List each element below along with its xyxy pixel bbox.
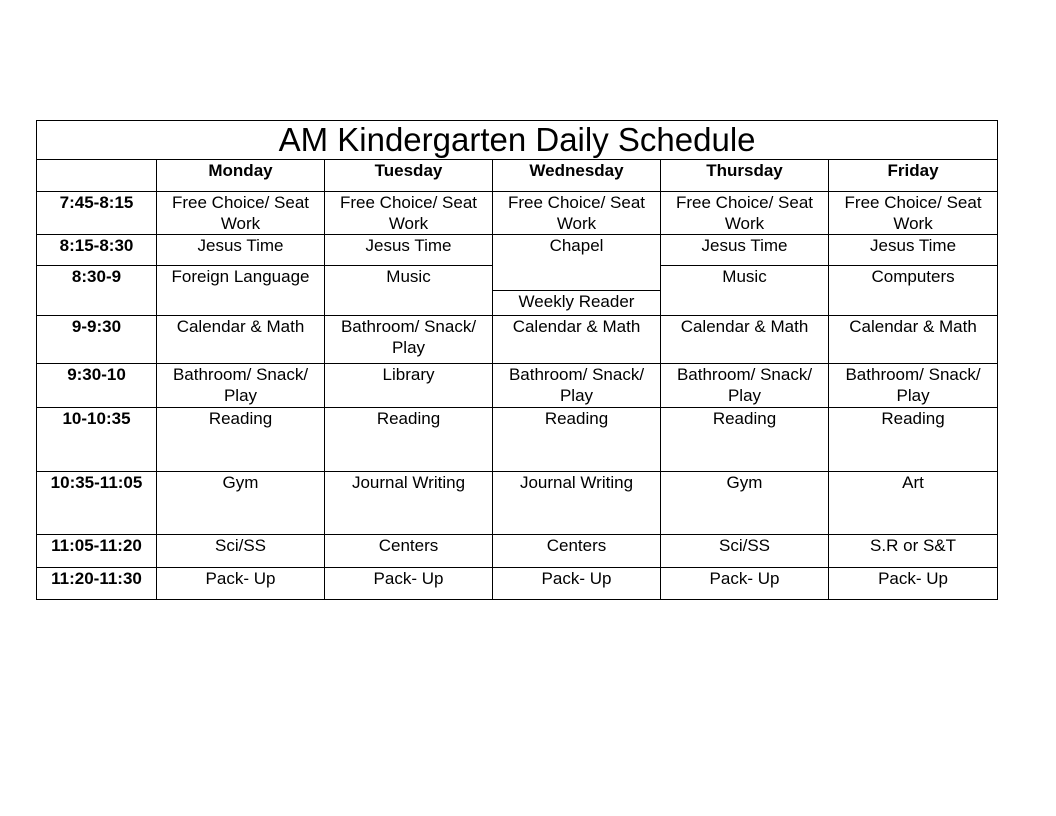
table-row (37, 408, 998, 472)
schedule-cell: Bathroom/ Snack/ Play (493, 364, 661, 408)
schedule-cell: Pack- Up (661, 568, 829, 600)
schedule-cell: Journal Writing (493, 472, 661, 535)
schedule-cell: Sci/SS (661, 535, 829, 568)
schedule-cell: Calendar & Math (493, 316, 661, 364)
day-header-wednesday: Wednesday (493, 160, 661, 192)
time-cell: 9-9:30 (37, 316, 157, 364)
schedule-cell: Gym (661, 472, 829, 535)
title-row (37, 121, 998, 160)
table-row (37, 364, 998, 408)
schedule-cell: Free Choice/ Seat Work (493, 192, 661, 235)
time-cell: 7:45-8:15 (37, 192, 157, 235)
day-header-monday: Monday (157, 160, 325, 192)
schedule-cell: Foreign Language (157, 266, 325, 316)
schedule-cell: Jesus Time (661, 235, 829, 266)
schedule-cell: Music (325, 266, 493, 316)
schedule-cell: Free Choice/ Seat Work (661, 192, 829, 235)
schedule-cell: Calendar & Math (661, 316, 829, 364)
table-row (37, 316, 998, 364)
schedule-cell: Art (829, 472, 998, 535)
schedule-cell: Computers (829, 266, 998, 316)
time-cell: 8:15-8:30 (37, 235, 157, 266)
schedule-cell: Music (661, 266, 829, 316)
schedule-cell: Reading (493, 408, 661, 472)
schedule-cell: Free Choice/ Seat Work (325, 192, 493, 235)
table-row (37, 568, 998, 600)
schedule-cell: Jesus Time (829, 235, 998, 266)
schedule-cell: Bathroom/ Snack/ Play (661, 364, 829, 408)
schedule-cell: Centers (325, 535, 493, 568)
day-header-thursday: Thursday (661, 160, 829, 192)
time-cell: 11:05-11:20 (37, 535, 157, 568)
schedule-cell: Reading (829, 408, 998, 472)
schedule-cell: Pack- Up (325, 568, 493, 600)
time-cell: 11:20-11:30 (37, 568, 157, 600)
schedule-cell: Pack- Up (493, 568, 661, 600)
schedule-cell: Reading (325, 408, 493, 472)
schedule-cell: Calendar & Math (829, 316, 998, 364)
time-cell: 8:30-9 (37, 266, 157, 316)
table-row (37, 192, 998, 235)
time-cell: 10-10:35 (37, 408, 157, 472)
schedule-cell: Reading (661, 408, 829, 472)
table-row (37, 535, 998, 568)
schedule-cell: Calendar & Math (157, 316, 325, 364)
schedule-cell: Jesus Time (157, 235, 325, 266)
schedule-cell: Library (325, 364, 493, 408)
schedule-cell: Free Choice/ Seat Work (157, 192, 325, 235)
schedule-cell: Free Choice/ Seat Work (829, 192, 998, 235)
day-header-tuesday: Tuesday (325, 160, 493, 192)
schedule-cell: Journal Writing (325, 472, 493, 535)
table-row (37, 472, 998, 535)
time-cell: 9:30-10 (37, 364, 157, 408)
schedule-cell: Sci/SS (157, 535, 325, 568)
schedule-cell: Bathroom/ Snack/ Play (829, 364, 998, 408)
page-title: AM Kindergarten Daily Schedule (37, 121, 998, 160)
header-row (37, 160, 998, 192)
schedule-cell: Bathroom/ Snack/ Play (157, 364, 325, 408)
schedule-cell: Pack- Up (829, 568, 998, 600)
schedule-table (36, 120, 998, 600)
table-row (37, 235, 998, 266)
schedule-cell: Gym (157, 472, 325, 535)
time-cell: 10:35-11:05 (37, 472, 157, 535)
day-header-friday: Friday (829, 160, 998, 192)
header-corner (37, 160, 157, 192)
schedule-cell: Bathroom/ Snack/ Play (325, 316, 493, 364)
schedule-cell-weekly-reader: Weekly Reader (493, 291, 661, 316)
schedule-cell-chapel: Chapel (493, 235, 661, 291)
schedule-cell: S.R or S&T (829, 535, 998, 568)
schedule-cell: Centers (493, 535, 661, 568)
schedule-cell: Jesus Time (325, 235, 493, 266)
schedule-cell: Reading (157, 408, 325, 472)
schedule-cell: Pack- Up (157, 568, 325, 600)
